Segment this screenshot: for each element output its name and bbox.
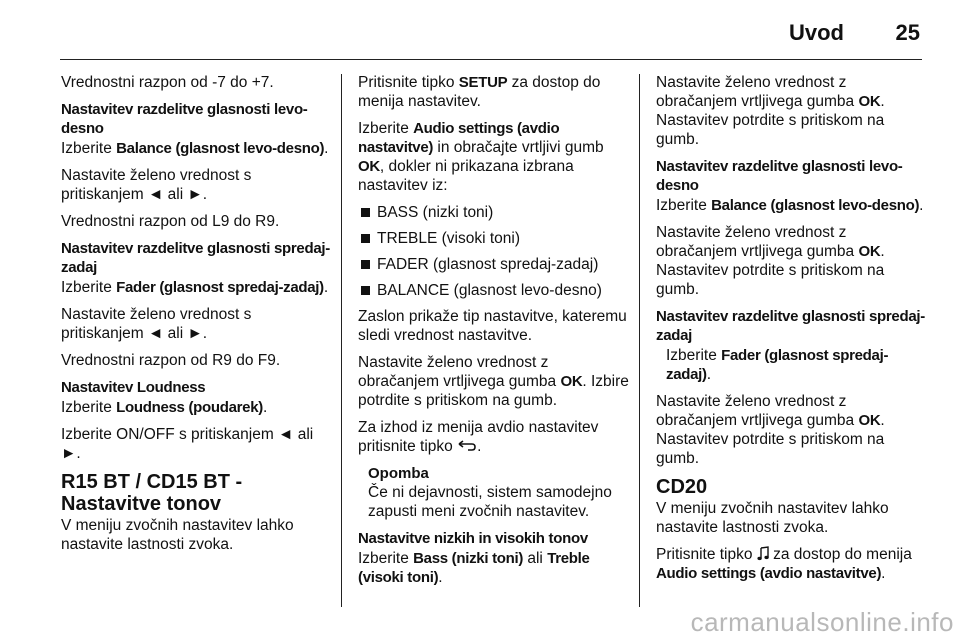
paragraph: Nastavite želeno vrednost s pritiskanjem ◄ ali ►.: [61, 167, 252, 203]
paragraph: Za izhod iz menija avdio nastavitev pritisnite tipko .: [358, 419, 599, 455]
paragraph: Izberite Balance (glasnost levo-desno).: [61, 140, 329, 157]
column-3: [656, 73, 928, 591]
page-header: [60, 16, 922, 60]
back-key-icon: [457, 440, 477, 452]
list-item: BALANCE (glasnost levo-desno): [358, 281, 630, 300]
paragraph: Nastavite želeno vrednost z obračanjem vrtljivega gumba OK. Nastavitev potrdite s pritiskom na gumb.: [656, 393, 885, 467]
note-box: [358, 464, 630, 521]
watermark: carmanualsonline.info: [690, 607, 954, 637]
paragraph: Izberite ON/OFF s pritiskanjem ◄ ali ►.: [61, 426, 314, 462]
page-number: 25: [895, 20, 920, 45]
column-divider: [639, 74, 640, 607]
paragraph: Izberite Loudness (poudarek).: [61, 399, 268, 416]
paragraph: Vrednostni razpon od L9 do R9.: [61, 213, 280, 230]
paragraph: V meniju zvočnih nastavitev lahko nastavite lastnosti zvoka.: [61, 517, 294, 553]
paragraph: Izberite Fader (glasnost spredaj-zadaj).: [61, 279, 329, 296]
paragraph: Nastavite želeno vrednost z obračanjem vrtljivega gumba OK. Nastavitev potrdite s pritiskom na gumb.: [656, 224, 885, 298]
paragraph: Nastavite želeno vrednost z obračanjem vrtljivega gumba OK. Nastavitev potrdite s pritiskom na gumb.: [656, 74, 885, 148]
list-item: FADER (glasnost spredaj-zadaj): [358, 255, 630, 274]
list-item: TREBLE (visoki toni): [358, 229, 630, 248]
paragraph: Pritisnite tipko za dostop do menija Audio settings (avdio nastavitve).: [656, 546, 912, 582]
column-divider: [341, 74, 342, 607]
column-1: [61, 73, 333, 562]
paragraph: Izberite Audio settings (avdio nastavitve) in obračajte vrtljivi gumb OK, dokler ni prikazana izbrana nastavitev iz:: [358, 120, 604, 194]
list-item: BASS (nizki toni): [358, 203, 630, 222]
page-title: Uvod: [789, 20, 844, 45]
chapter-heading: R15 BT / CD15 BT - Nastavitve tonov: [61, 471, 243, 515]
paragraph: Izberite Fader (glasnost spredaj-zadaj).: [666, 347, 889, 383]
paragraph: Izberite Balance (glasnost levo-desno).: [656, 197, 924, 214]
music-note-icon: [757, 546, 769, 561]
paragraph: Vrednostni razpon od R9 do F9.: [61, 352, 281, 369]
paragraph: Zaslon prikaže tip nastavitve, kateremu sledi vrednost nastavitve.: [358, 308, 627, 344]
column-2: [358, 73, 630, 595]
section-heading: Nastavitev razdelitve glasnosti levo-desno: [656, 158, 903, 194]
section-heading: Nastavitev razdelitve glasnosti spredaj-zadaj: [656, 308, 925, 344]
paragraph: Izberite Bass (nizki toni) ali Treble (visoki toni).: [358, 550, 590, 586]
section-heading: Nastavitev razdelitve glasnosti levo-desno: [61, 101, 308, 137]
paragraph: Pritisnite tipko SETUP za dostop do menija nastavitev.: [358, 74, 601, 110]
paragraph: Nastavite želeno vrednost z obračanjem vrtljivega gumba OK. Izbire potrdite s pritiskom na gumb.: [358, 354, 629, 409]
note-title: Opomba: [368, 465, 429, 482]
note-text: Če ni dejavnosti, sistem samodejno zapusti meni zvočnih nastavitev.: [368, 484, 612, 520]
section-heading: Nastavitev razdelitve glasnosti spredaj-zadaj: [61, 240, 330, 276]
paragraph: Nastavite želeno vrednost s pritiskanjem ◄ ali ►.: [61, 306, 252, 342]
chapter-heading: CD20: [656, 476, 708, 498]
section-heading: Nastavitev Loudness: [61, 379, 206, 396]
paragraph: Vrednostni razpon od -7 do +7.: [61, 74, 274, 91]
paragraph: V meniju zvočnih nastavitev lahko nastavite lastnosti zvoka.: [656, 500, 889, 536]
section-heading: Nastavitve nizkih in visokih tonov: [358, 530, 588, 547]
